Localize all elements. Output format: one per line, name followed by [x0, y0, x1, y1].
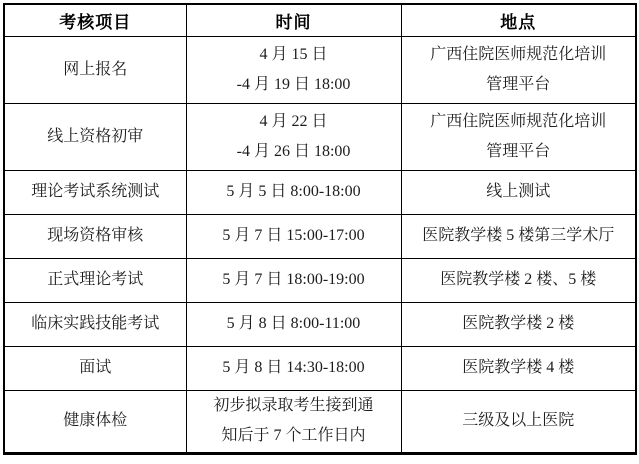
header-item: 考核项目 [4, 4, 186, 36]
time-line: 知后于 7 个工作日内 [221, 427, 366, 444]
location-line: 管理平台 [486, 142, 551, 160]
table-row [4, 258, 636, 302]
time-line: 5 月 7 日 18:00-19:00 [222, 271, 365, 288]
time-line: -4 月 26 日 18:00 [236, 142, 351, 160]
item-text: 网上报名 [63, 60, 128, 78]
cell-location [401, 346, 636, 390]
time-line: 5 月 8 日 8:00-11:00 [226, 315, 361, 332]
table-row [4, 170, 636, 214]
time-line: -4 月 19 日 18:00 [236, 75, 351, 93]
cell-location [401, 214, 636, 258]
time-line: 5 月 7 日 15:00-17:00 [222, 227, 365, 244]
item-text: 面试 [79, 359, 112, 376]
table-row [4, 346, 636, 390]
cell-item [4, 36, 186, 103]
exam-schedule-table [3, 3, 637, 455]
item-text: 线上资格初审 [47, 127, 144, 145]
cell-location [401, 36, 636, 103]
cell-item [4, 346, 186, 390]
time-line: 4 月 15 日 [259, 45, 328, 63]
cell-item [4, 170, 186, 214]
header-time: 时间 [186, 4, 401, 36]
cell-item [4, 103, 186, 170]
item-text: 健康体检 [63, 412, 128, 429]
location-line: 广西住院医师规范化培训 [430, 45, 607, 63]
cell-time [186, 390, 401, 453]
table-row [4, 390, 636, 453]
cell-location [401, 170, 636, 214]
cell-time [186, 103, 401, 170]
cell-location [401, 103, 636, 170]
header-row [4, 4, 636, 36]
time-line: 5 月 5 日 8:00-18:00 [226, 183, 361, 200]
time-line: 初步拟录取考生接到通 [213, 397, 374, 414]
item-text: 现场资格审核 [47, 227, 144, 244]
location-line: 管理平台 [486, 75, 551, 93]
table-row [4, 302, 636, 346]
cell-time [186, 302, 401, 346]
cell-item [4, 390, 186, 453]
cell-item [4, 302, 186, 346]
cell-time [186, 36, 401, 103]
location-line: 三级及以上医院 [462, 412, 575, 429]
cell-location [401, 302, 636, 346]
item-text: 正式理论考试 [47, 271, 144, 288]
location-line: 医院教学楼 5 楼第三学术厅 [422, 227, 615, 244]
cell-location [401, 390, 636, 453]
location-line: 医院教学楼 2 楼 [462, 315, 575, 332]
cell-time [186, 258, 401, 302]
location-line: 线上测试 [486, 183, 551, 200]
cell-item [4, 258, 186, 302]
time-line: 5 月 8 日 14:30-18:00 [222, 359, 365, 376]
item-text: 临床实践技能考试 [31, 315, 160, 332]
time-line: 4 月 22 日 [259, 112, 328, 130]
location-line: 医院教学楼 2 楼、5 楼 [440, 271, 597, 288]
table-row [4, 214, 636, 258]
cell-time [186, 214, 401, 258]
cell-time [186, 346, 401, 390]
location-line: 广西住院医师规范化培训 [430, 112, 607, 130]
cell-location [401, 258, 636, 302]
location-line: 医院教学楼 4 楼 [462, 359, 575, 376]
table-row [4, 103, 636, 170]
table-row [4, 36, 636, 103]
cell-item [4, 214, 186, 258]
cell-time [186, 170, 401, 214]
header-location: 地点 [401, 4, 636, 36]
item-text: 理论考试系统测试 [31, 183, 160, 200]
